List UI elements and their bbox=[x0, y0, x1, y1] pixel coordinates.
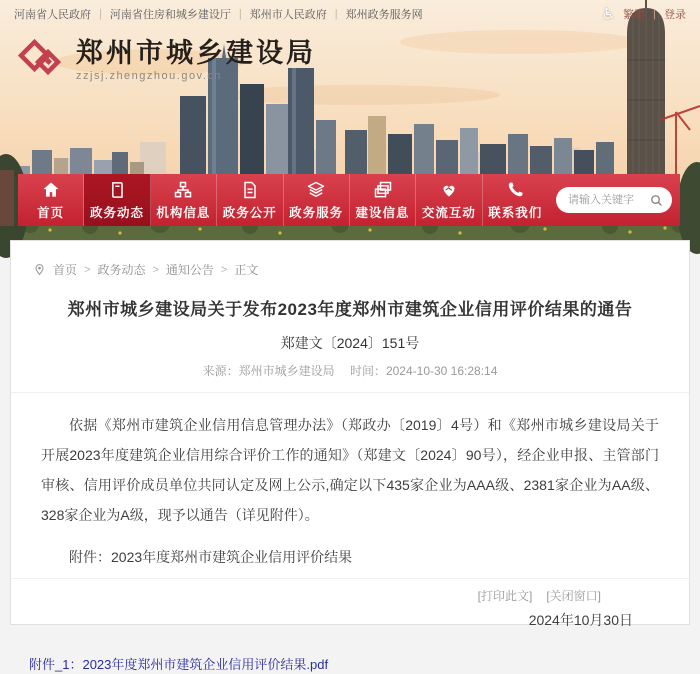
signature-date: 2024年10月30日 bbox=[528, 612, 633, 628]
article-title: 郑州市城乡建设局关于发布2023年度郑州市建筑企业信用评价结果的通告 bbox=[67, 300, 633, 319]
top-utility-bar bbox=[0, 0, 700, 27]
nav-label: 首页 bbox=[37, 205, 65, 220]
nav-label: 联系我们 bbox=[488, 205, 543, 220]
attachment-pdf-link[interactable]: 附件_1：2023年度郑州市建筑企业信用评价结果.pdf bbox=[29, 657, 329, 672]
attachment-mention: 附件：2023年度郑州市建筑企业信用评价结果 bbox=[69, 549, 353, 565]
crumb-separator: > bbox=[152, 263, 159, 276]
location-pin-icon bbox=[33, 263, 46, 276]
photos-icon bbox=[373, 180, 393, 200]
close-window-button[interactable]: [关闭窗口] bbox=[546, 589, 601, 603]
link-henan-construction[interactable]: 河南省住房和城乡建设厅 bbox=[109, 8, 231, 21]
link-zhengzhou-service[interactable]: 郑州政务服务网 bbox=[345, 8, 423, 21]
nav-label: 政务公开 bbox=[222, 205, 277, 220]
phone-icon bbox=[505, 180, 525, 200]
nav-item-contact[interactable] bbox=[483, 174, 548, 226]
divider: | bbox=[238, 7, 242, 20]
search-icon[interactable] bbox=[649, 193, 664, 208]
divider: | bbox=[334, 7, 338, 20]
accessibility-icon[interactable]: ♿ bbox=[601, 5, 616, 23]
nav-label: 机构信息 bbox=[156, 205, 211, 220]
book-icon bbox=[107, 180, 127, 200]
nav-item-gov-open[interactable] bbox=[217, 174, 283, 226]
link-henan-gov[interactable]: 河南省人民政府 bbox=[14, 8, 91, 21]
login-link[interactable]: 登录 bbox=[664, 8, 686, 21]
print-button[interactable]: [打印此文] bbox=[477, 589, 533, 603]
nav-item-interaction[interactable] bbox=[416, 174, 482, 226]
site-logo[interactable] bbox=[18, 36, 316, 84]
gov-links bbox=[14, 6, 423, 22]
crumb-separator: > bbox=[84, 263, 91, 276]
article-footer-actions bbox=[11, 578, 689, 624]
org-chart-icon bbox=[173, 180, 193, 200]
nav-label: 交流互动 bbox=[421, 205, 476, 220]
nav-item-gov-service[interactable] bbox=[284, 174, 350, 226]
article-meta bbox=[11, 362, 689, 393]
handshake-heart-icon bbox=[439, 180, 459, 200]
nav-label: 政务服务 bbox=[289, 205, 344, 220]
search-input[interactable] bbox=[568, 194, 646, 206]
nav-label: 政务动态 bbox=[90, 205, 145, 220]
breadcrumb bbox=[33, 261, 689, 278]
nav-item-home[interactable] bbox=[18, 174, 84, 226]
crumb-separator: > bbox=[220, 263, 228, 276]
document-number: 郑建文〔2024〕151号 bbox=[280, 335, 420, 351]
divider: | bbox=[653, 7, 656, 20]
document-icon bbox=[240, 180, 260, 200]
crumb-gov-news[interactable]: 政务动态 bbox=[97, 263, 146, 277]
logo-emblem-icon bbox=[18, 36, 66, 84]
crumb-notices[interactable]: 通知公告 bbox=[165, 263, 214, 277]
nav-item-org-info[interactable] bbox=[151, 174, 217, 226]
site-title: 郑州市城乡建设局 bbox=[76, 38, 316, 68]
divider: | bbox=[99, 7, 102, 20]
layers-icon bbox=[306, 180, 326, 200]
nav-label: 建设信息 bbox=[355, 205, 410, 220]
nav-item-gov-news[interactable] bbox=[84, 174, 150, 226]
traditional-chinese-toggle[interactable]: 繁體 bbox=[623, 8, 646, 21]
main-nav bbox=[18, 174, 680, 226]
home-icon bbox=[41, 180, 61, 200]
article-time: 时间：2024-10-30 16:28:14 bbox=[349, 364, 498, 378]
link-zhengzhou-gov[interactable]: 郑州市人民政府 bbox=[249, 8, 327, 21]
nav-search-area bbox=[548, 174, 680, 226]
crumb-home[interactable]: 首页 bbox=[53, 263, 78, 277]
search-box[interactable] bbox=[556, 187, 672, 213]
article-source: 来源：郑州市城乡建设局 bbox=[202, 364, 335, 378]
article-card bbox=[10, 240, 690, 672]
crumb-current: 正文 bbox=[234, 263, 259, 277]
site-url: zzjsj.zhengzhou.gov.cn bbox=[76, 70, 222, 82]
nav-item-construction-info[interactable] bbox=[350, 174, 416, 226]
article-paragraph: 依据《郑州市建筑企业信用信息管理办法》（郑政办〔2019〕4号）和《郑州市城乡建设局关于开展2023年度建筑企业信用综合评价工作的通知》（郑建文〔2024〕90号），经企业申报、主管部门审核、信用评价成员单位共同认定及网上公示,确定以下435家企业为AAA级、2381家企业为AA级、328家企业为A级，现予以通告（详见附件）。 bbox=[41, 417, 659, 523]
